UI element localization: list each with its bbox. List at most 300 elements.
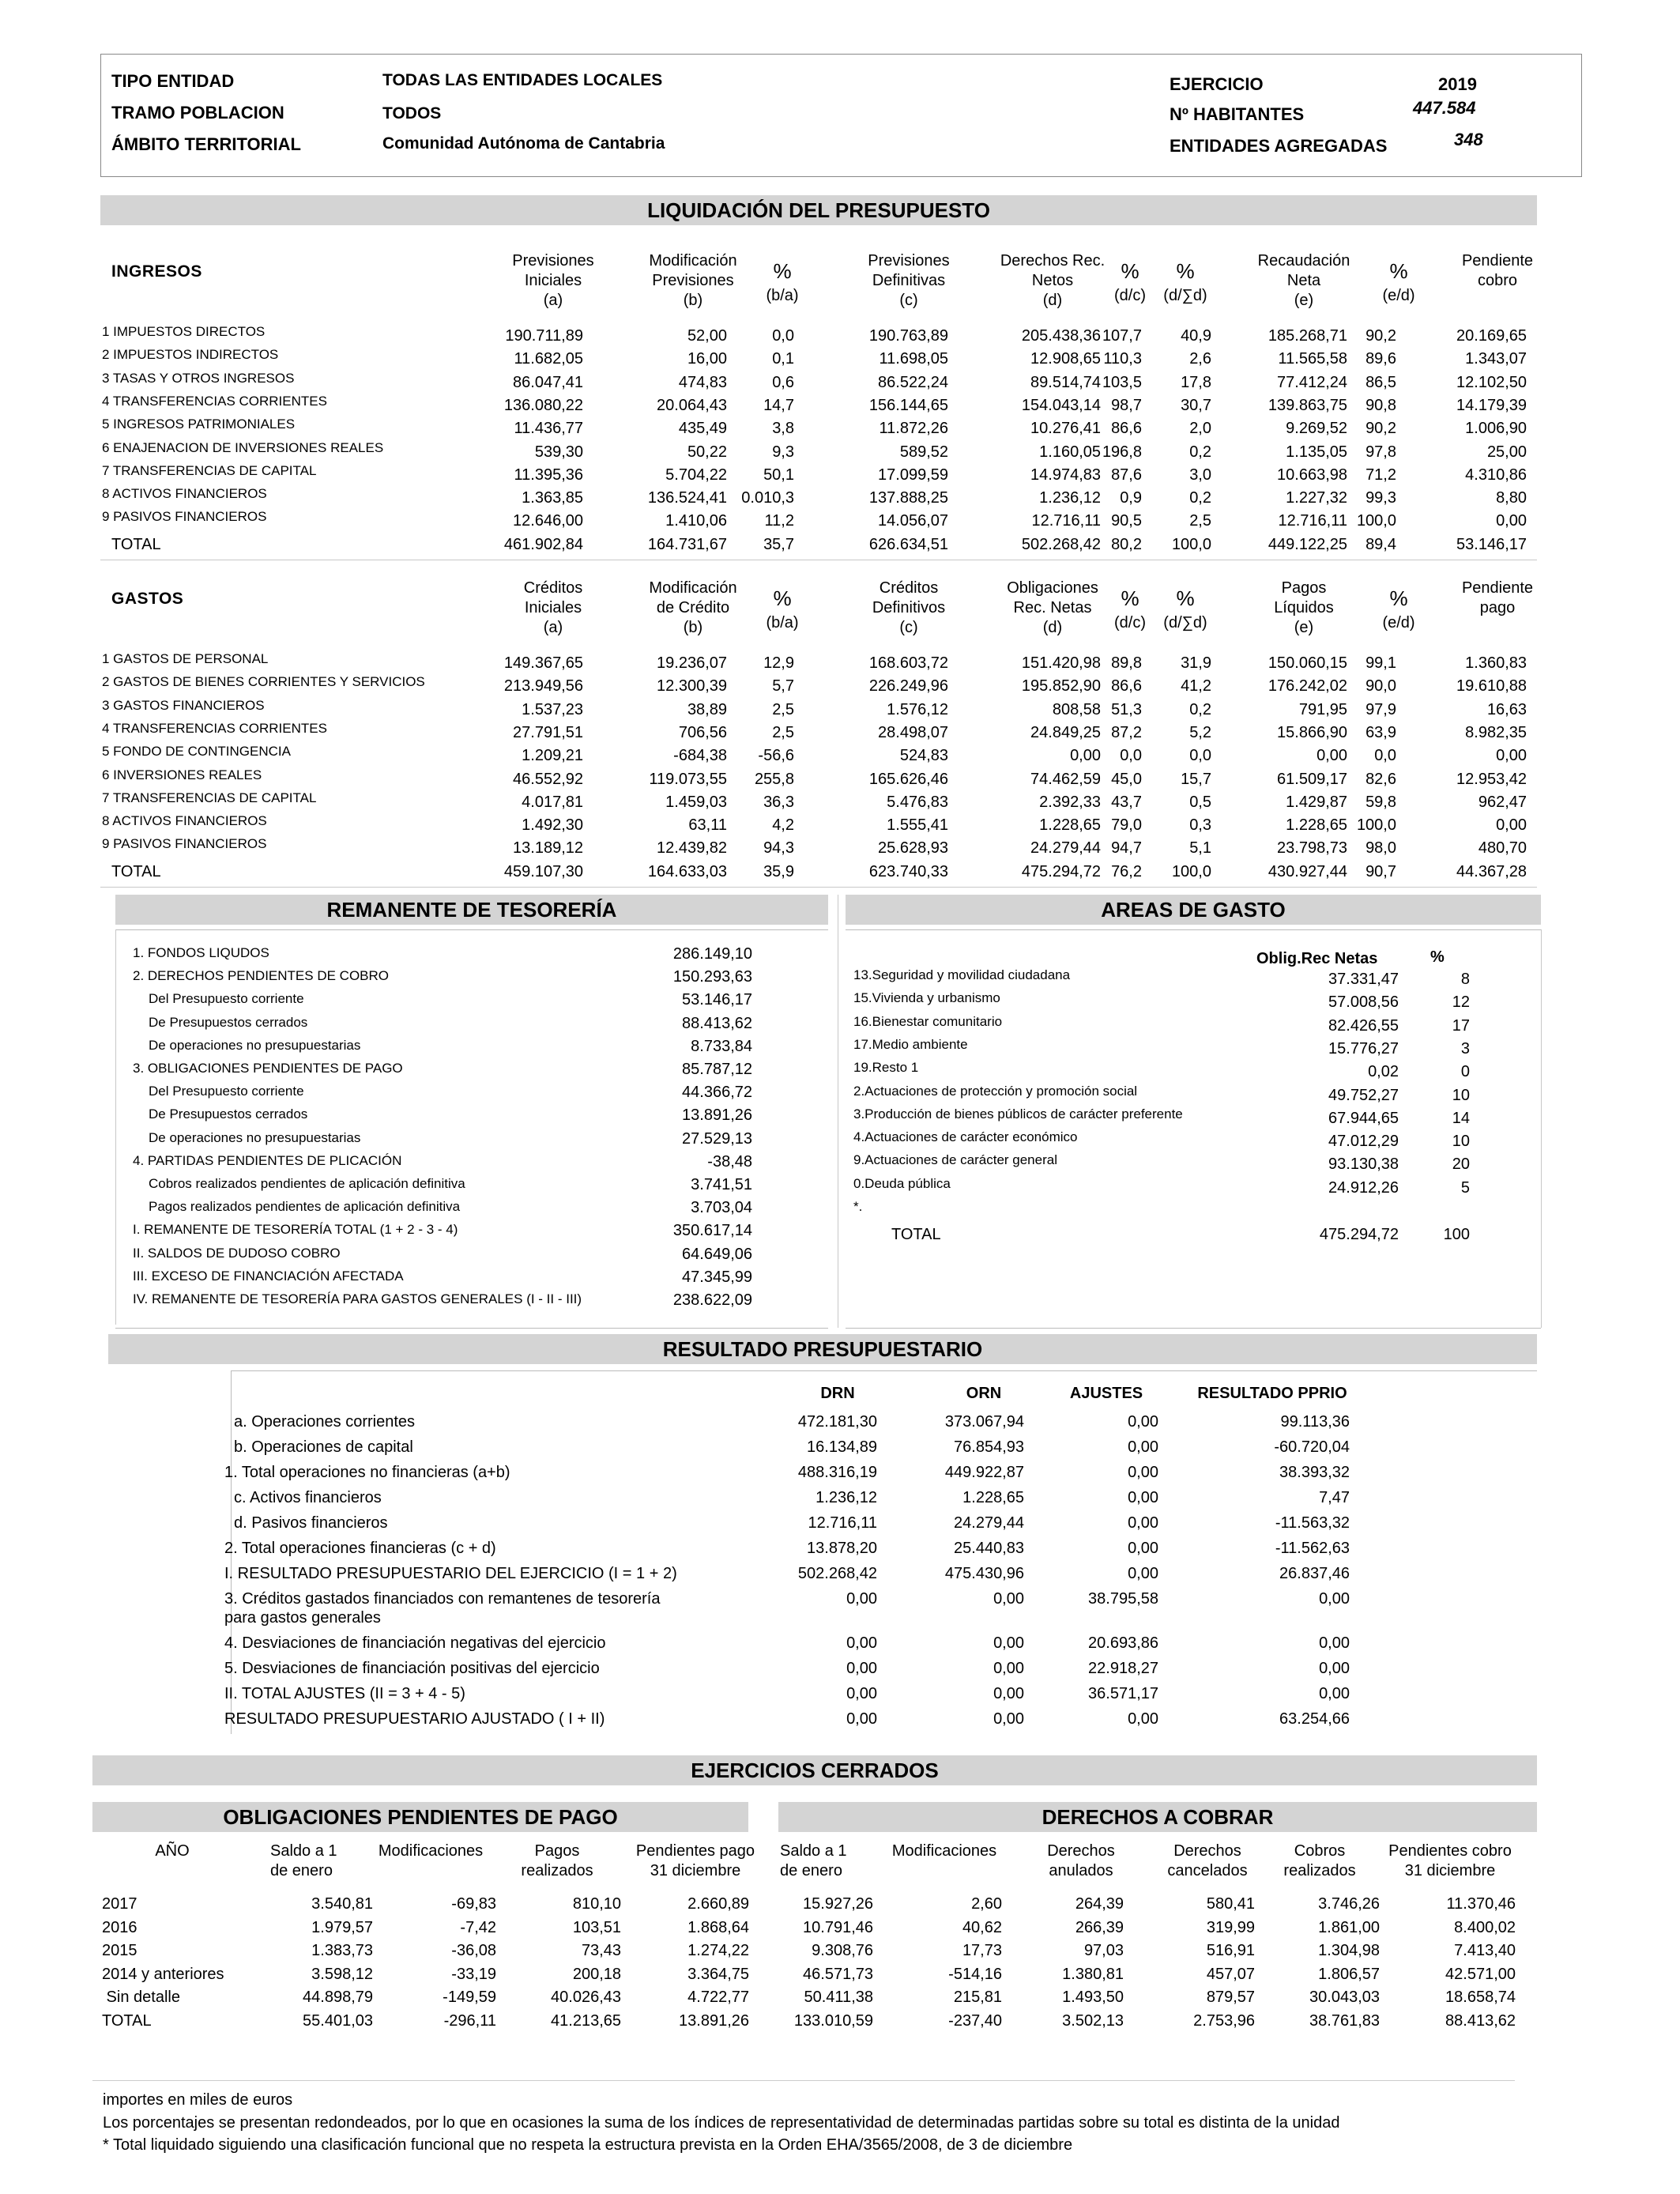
gastos-cell: 79,0 [1111, 816, 1142, 835]
gastos-row-label: 3 GASTOS FINANCIEROS [102, 697, 265, 713]
ingresos-cell: 99,3 [1365, 489, 1396, 507]
gastos-cell: 27.791,51 [513, 723, 583, 741]
ingresos-cell: 9,3 [772, 443, 794, 461]
remanente-row-value: 85.787,12 [682, 1061, 752, 1078]
gastos-cell: 12.439,82 [657, 839, 727, 858]
ingresos-cell: 50,1 [763, 466, 794, 484]
gastos-cell: 19.610,88 [1456, 677, 1527, 696]
cerrados-cell: 11.370,46 [1446, 1895, 1516, 1913]
gastos-total-cell: 430.927,44 [1268, 862, 1347, 880]
remanente-bottom-border [115, 1328, 828, 1329]
resultado-cell: 0,00 [846, 1590, 877, 1608]
ingresos-cell: 136.524,41 [647, 489, 727, 507]
cerrados-cell: 7.413,40 [1454, 1942, 1516, 1959]
resultado-cell: 0,00 [993, 1685, 1024, 1702]
ingresos-row-label: 2 IMPUESTOS INDIRECTOS [102, 347, 279, 363]
footer-note-classification: * Total liquidado siguiendo una clasificación funcional que no respeta la estructura prevista en la Orden EHA/3565/2008, de 3 de diciembre [103, 2136, 1073, 2154]
ingresos-cell: 11,2 [764, 512, 794, 530]
ingresos-label: INGRESOS [111, 262, 202, 281]
ingresos-cell: 0,2 [1189, 443, 1211, 461]
resultado-row-label: 4. Desviaciones de financiación negativas del ejercicio [224, 1634, 606, 1652]
cerrados-cell: 40,62 [962, 1918, 1002, 1936]
resultado-cell: 0,00 [1128, 1565, 1158, 1582]
gastos-cell: 99,1 [1365, 654, 1396, 672]
remanente-row-value: 150.293,63 [672, 968, 752, 986]
ingresos-cell: 89.514,74 [1030, 373, 1101, 391]
resultado-row-label: b. Operaciones de capital [234, 1438, 413, 1456]
ingresos-cell: 539,30 [534, 443, 583, 461]
resultado-col-header: RESULTADO PPRIO [1197, 1385, 1347, 1402]
resultado-cell: 0,00 [1128, 1540, 1158, 1557]
resultado-cell: 475.430,96 [944, 1565, 1024, 1582]
gastos-total-divider [100, 887, 1537, 888]
remanente-row-label: Del Presupuesto corriente [149, 1084, 304, 1099]
resultado-cell: 1.228,65 [962, 1489, 1024, 1506]
tipo-entidad-label: TIPO ENTIDAD [111, 71, 235, 91]
ingresos-cell: 11.395,36 [514, 466, 583, 484]
cerrados-cell: 38.761,83 [1309, 2011, 1380, 2030]
remanente-row-label: 1. FONDOS LIQUDOS [133, 945, 269, 960]
cerrados-row-year: 2017 [102, 1895, 137, 1913]
ingresos-cell: 1.236,12 [1039, 489, 1101, 507]
gastos-cell: 0,00 [1496, 747, 1527, 765]
gastos-total-cell: 459.107,30 [503, 862, 583, 880]
ingresos-cell: 2,0 [1189, 420, 1211, 438]
gastos-cell: 524,83 [899, 747, 948, 765]
ingresos-cell: 154.043,14 [1021, 396, 1101, 414]
ingresos-row-label: 8 ACTIVOS FINANCIEROS [102, 486, 267, 502]
gastos-cell: 0,2 [1189, 700, 1211, 718]
gastos-cell: 226.249,96 [868, 677, 948, 696]
ingresos-cell: 90,2 [1365, 327, 1396, 345]
gastos-cell: 150.060,15 [1268, 654, 1347, 672]
ingresos-cell: 16,00 [687, 350, 727, 368]
ingresos-cell: 10.276,41 [1030, 420, 1101, 438]
area-star: *. [853, 1199, 863, 1214]
ingresos-cell: 97,8 [1365, 443, 1396, 461]
cerrados-cell: 17,73 [962, 1942, 1002, 1959]
remanente-divider [115, 929, 828, 930]
resultado-title: RESULTADO PRESUPUESTARIO [108, 1334, 1537, 1364]
ingresos-total-cell: 626.634,51 [868, 535, 948, 553]
gastos-cell: 0,00 [1496, 816, 1527, 835]
ejercicio-value: 2019 [1438, 74, 1477, 94]
liquidacion-title: LIQUIDACIÓN DEL PRESUPUESTO [100, 195, 1537, 225]
ingresos-total-cell: 35,7 [763, 535, 794, 553]
resultado-cell: -11.562,63 [1275, 1540, 1350, 1557]
gastos-total-cell: 90,7 [1365, 862, 1396, 880]
gastos-cell: 5,2 [1189, 723, 1211, 741]
ingresos-cell: 89,6 [1365, 350, 1396, 368]
gastos-cell: 5.476,83 [887, 793, 948, 811]
gastos-cell: 1.209,21 [522, 747, 583, 765]
ingresos-total-cell: 449.122,25 [1268, 535, 1347, 553]
ingresos-cell: 14.056,07 [878, 512, 948, 530]
remanente-row-value: 53.146,17 [682, 991, 752, 1009]
ingresos-cell: 90,2 [1365, 420, 1396, 438]
gastos-cell: 15.866,90 [1277, 723, 1347, 741]
cerrados-cell: -149,59 [443, 1989, 496, 2006]
gastos-row-label: 9 PASIVOS FINANCIEROS [102, 836, 267, 852]
cerrados-cell: 1.274,22 [687, 1942, 749, 1959]
habitantes-value: 447.584 [1413, 98, 1476, 118]
resultado-cell: 36.571,17 [1088, 1685, 1158, 1702]
gastos-cell: 5,1 [1189, 839, 1211, 858]
remanente-row-value: 8.733,84 [691, 1037, 752, 1055]
gastos-cell: 0,5 [1189, 793, 1211, 811]
cerrados-cell: 266,39 [1075, 1918, 1124, 1936]
gastos-cell: 59,8 [1365, 793, 1396, 811]
gastos-cell: 63,11 [688, 816, 727, 835]
ingresos-total-label: TOTAL [111, 535, 161, 553]
cerrados-cell: 1.493,50 [1062, 1989, 1124, 2006]
ingresos-cell: 2,5 [1189, 512, 1211, 530]
remanente-row-label: Pagos realizados pendientes de aplicación definitiva [149, 1199, 461, 1215]
gastos-cell: 213.949,56 [503, 677, 583, 696]
resultado-col-header: DRN [820, 1385, 855, 1402]
cerrados-cell: 1.304,98 [1318, 1942, 1380, 1959]
gastos-cell: 5,7 [772, 677, 794, 696]
area-row-pct: 20 [1452, 1155, 1470, 1174]
gastos-cell: 1.429,87 [1286, 793, 1347, 811]
cerrados-cell: -36,08 [451, 1942, 496, 1959]
remanente-row-value: 238.622,09 [672, 1291, 752, 1309]
ingresos-cell: 14.179,39 [1456, 396, 1527, 414]
ingresos-cell: 12.716,11 [1031, 512, 1101, 530]
gastos-cell: 23.798,73 [1277, 839, 1347, 858]
ingresos-cell: 0,2 [1189, 489, 1211, 507]
resultado-cell: -11.563,32 [1275, 1514, 1350, 1532]
gastos-cell: 46.552,92 [513, 770, 583, 788]
cerrados-cell: 3.540,81 [311, 1895, 373, 1913]
resultado-row-label: d. Pasivos financieros [234, 1514, 388, 1532]
resultado-cell: 0,00 [846, 1660, 877, 1677]
area-row-value: 47.012,29 [1328, 1133, 1399, 1151]
gastos-total-label: TOTAL [111, 862, 161, 880]
ingresos-row-label: 9 PASIVOS FINANCIEROS [102, 509, 267, 525]
ingresos-cell: 86.047,41 [513, 373, 583, 391]
remanente-row-label: De operaciones no presupuestarias [149, 1037, 361, 1053]
area-total-label: TOTAL [891, 1226, 941, 1243]
ingresos-row-label: 3 TASAS Y OTROS INGRESOS [102, 370, 295, 386]
resultado-cell: 22.918,27 [1088, 1660, 1158, 1677]
ingresos-cell: 1.006,90 [1465, 420, 1527, 438]
resultado-cell: 20.693,86 [1088, 1634, 1158, 1652]
ingresos-cell: 0,1 [772, 350, 794, 368]
habitantes-label: Nº HABITANTES [1170, 104, 1305, 124]
gastos-cell: 0,00 [1317, 747, 1347, 765]
gastos-cell: 480,70 [1478, 839, 1527, 858]
remanente-row-label: III. EXCESO DE FINANCIACIÓN AFECTADA [133, 1268, 404, 1284]
cerrados-cell: 103,51 [572, 1918, 621, 1936]
gastos-total-cell: 44.367,28 [1456, 862, 1527, 880]
cerrados-cell: 8.400,02 [1454, 1918, 1516, 1936]
remanente-row-value: 3.741,51 [691, 1176, 752, 1193]
resultado-cell: 502.268,42 [797, 1565, 877, 1582]
gastos-cell: 94,3 [763, 839, 794, 858]
cerrados-cell: -514,16 [948, 1965, 1002, 1983]
cerrados-col-header: Derechos cancelados [1167, 1842, 1248, 1879]
footer-divider [92, 2080, 1515, 2081]
gastos-cell: 38,89 [687, 700, 727, 718]
ingresos-cell: 100,0 [1356, 512, 1396, 530]
gastos-cell: 2.392,33 [1039, 793, 1101, 811]
cerrados-cell: 97,03 [1083, 1942, 1124, 1959]
remanente-row-label: 4. PARTIDAS PENDIENTES DE PLICACIÓN [133, 1152, 402, 1168]
resultado-cell: 0,00 [1128, 1413, 1158, 1431]
cerrados-cell: 18.658,74 [1445, 1989, 1516, 2006]
area-row-label: 4.Actuaciones de carácter económico [853, 1129, 1078, 1145]
gastos-cell: 2,5 [772, 700, 794, 718]
cerrados-cell: 133.010,59 [793, 2011, 873, 2030]
resultado-cell: 0,00 [846, 1710, 877, 1728]
ingresos-cell: 77.412,24 [1277, 373, 1347, 391]
ingresos-cell: 1.363,85 [522, 489, 583, 507]
obligaciones-title: OBLIGACIONES PENDIENTES DE PAGO [92, 1802, 748, 1832]
cerrados-col-header: Pendientes pago 31 diciembre [635, 1842, 755, 1879]
ingresos-col-header: Modificación Previsiones (b) [649, 252, 737, 309]
ingresos-col-header: % (e/d) [1382, 259, 1415, 304]
gastos-row-label: 5 FONDO DE CONTINGENCIA [102, 744, 291, 760]
gastos-cell: 0,0 [1374, 747, 1396, 765]
cerrados-cell: 40.026,43 [551, 1989, 621, 2006]
area-row-value: 0,02 [1368, 1063, 1399, 1081]
resultado-row-label: 2. Total operaciones financieras (c + d) [224, 1540, 496, 1557]
cerrados-col-header: Pendientes cobro 31 diciembre [1388, 1842, 1512, 1879]
remanente-row-label: De operaciones no presupuestarias [149, 1129, 361, 1145]
area-row-pct: 17 [1452, 1016, 1470, 1035]
remanente-row-value: 47.345,99 [682, 1268, 752, 1286]
cerrados-cell: 1.383,73 [311, 1942, 373, 1959]
cerrados-cell: 1.979,57 [311, 1918, 373, 1936]
ingresos-total-cell: 89,4 [1365, 535, 1396, 553]
gastos-cell: 31,9 [1181, 654, 1211, 672]
area-row-label: 9.Actuaciones de carácter general [853, 1152, 1057, 1168]
remanente-row-label: II. SALDOS DE DUDOSO COBRO [133, 1245, 341, 1261]
cerrados-cell: 41.213,65 [551, 2011, 621, 2030]
cerrados-col-header: Modificaciones [378, 1842, 484, 1860]
area-row-label: 16.Bienestar comunitario [853, 1013, 1003, 1029]
gastos-col-header: Obligaciones Rec. Netas (d) [1007, 579, 1098, 636]
resultado-cell: 0,00 [1128, 1438, 1158, 1456]
gastos-cell: 61.509,17 [1277, 770, 1347, 788]
gastos-row-label: 7 TRANSFERENCIAS DE CAPITAL [102, 790, 317, 805]
resultado-row-label: RESULTADO PRESUPUESTARIO AJUSTADO ( I + II) [224, 1710, 605, 1728]
cerrados-cell: 879,57 [1206, 1989, 1255, 2006]
resultado-cell: 38.795,58 [1088, 1590, 1158, 1608]
area-row-label: 0.Deuda pública [853, 1175, 951, 1191]
cerrados-col-header: Cobros realizados [1283, 1842, 1356, 1879]
cerrados-cell: 3.746,26 [1318, 1895, 1380, 1913]
gastos-cell: 1.459,03 [665, 793, 727, 811]
ejercicio-label: EJERCICIO [1170, 74, 1264, 94]
resultado-cell: 449.922,87 [944, 1464, 1024, 1481]
ingresos-cell: 90,8 [1365, 396, 1396, 414]
cerrados-cell: 200,18 [572, 1965, 621, 1983]
gastos-cell: 0,0 [1120, 747, 1142, 765]
cerrados-cell: 30.043,03 [1309, 1989, 1380, 2006]
remanente-row-value: 64.649,06 [682, 1245, 752, 1263]
gastos-row-label: 4 TRANSFERENCIAS CORRIENTES [102, 720, 327, 736]
ingresos-total-cell: 461.902,84 [503, 535, 583, 553]
area-row-pct: 12 [1452, 993, 1470, 1012]
area-row-value: 37.331,47 [1328, 971, 1399, 988]
cerrados-cell: 9.308,76 [812, 1942, 873, 1959]
ingresos-cell: 103,5 [1102, 373, 1142, 391]
cerrados-cell: 319,99 [1206, 1918, 1255, 1936]
cerrados-cell: -7,42 [460, 1918, 496, 1936]
cerrados-col-header: Modificaciones [891, 1842, 997, 1860]
resultado-row-label: c. Activos financieros [234, 1489, 382, 1506]
gastos-col-header: Pagos Líquidos (e) [1274, 579, 1334, 636]
ingresos-cell: 1.135,05 [1286, 443, 1347, 461]
cerrados-col-header: AÑO [155, 1842, 190, 1860]
ingresos-col-header: Derechos Rec. Netos (d) [1000, 252, 1106, 309]
resultado-cell: 0,00 [1319, 1660, 1350, 1677]
resultado-cell: 0,00 [1128, 1489, 1158, 1506]
resultado-cell: 472.181,30 [797, 1413, 877, 1431]
ingresos-cell: 4.310,86 [1465, 466, 1527, 484]
ingresos-cell: 205.438,36 [1021, 327, 1101, 345]
gastos-cell: 0,3 [1189, 816, 1211, 835]
ingresos-cell: 0,6 [772, 373, 794, 391]
gastos-cell: 12.300,39 [657, 677, 727, 696]
resultado-cell: -60.720,04 [1274, 1438, 1350, 1456]
cerrados-cell: 1.806,57 [1318, 1965, 1380, 1983]
gastos-cell: 13.189,12 [513, 839, 583, 858]
ingresos-cell: 90,5 [1111, 512, 1142, 530]
cerrados-cell: 50.411,38 [804, 1989, 873, 2006]
resultado-cell: 16.134,89 [807, 1438, 877, 1456]
cerrados-cell: -296,11 [443, 2011, 496, 2030]
resultado-row-label: 5. Desviaciones de financiación positivas del ejercicio [224, 1660, 600, 1677]
gastos-col-header: Pendiente pago [1461, 579, 1534, 616]
ingresos-total-cell: 164.731,67 [647, 535, 727, 553]
gastos-cell: 87,2 [1111, 723, 1142, 741]
ingresos-cell: 40,9 [1181, 327, 1211, 345]
area-row-pct: 10 [1452, 1086, 1470, 1104]
remanente-row-label: De Presupuestos cerrados [149, 1106, 308, 1122]
cerrados-cell: 580,41 [1206, 1895, 1255, 1913]
resultado-cell: 488.316,19 [797, 1464, 877, 1481]
ingresos-cell: 86,5 [1365, 373, 1396, 391]
tipo-entidad-value: TODAS LAS ENTIDADES LOCALES [382, 71, 663, 89]
gastos-cell: 1.228,65 [1039, 816, 1101, 835]
gastos-cell: 962,47 [1478, 793, 1527, 811]
resultado-col-header: ORN [966, 1385, 1002, 1402]
cerrados-cell: 3.598,12 [311, 1965, 373, 1983]
ingresos-cell: 2,6 [1189, 350, 1211, 368]
gastos-cell: 16,63 [1486, 700, 1527, 718]
gastos-cell: 1.492,30 [522, 816, 583, 835]
area-row-pct: 14 [1452, 1109, 1470, 1127]
cerrados-cell: 88.413,62 [1445, 2011, 1516, 2030]
area-row-value: 82.426,55 [1328, 1016, 1399, 1035]
resultado-row-label: 1. Total operaciones no financieras (a+b) [224, 1464, 510, 1481]
ingresos-col-header: % (d/c) [1114, 259, 1146, 304]
ingresos-cell: 435,49 [678, 420, 727, 438]
ingresos-total-cell: 53.146,17 [1456, 535, 1527, 553]
gastos-col-header: Créditos Iniciales (a) [523, 579, 583, 636]
gastos-total-cell: 35,9 [763, 862, 794, 880]
gastos-cell: 90,0 [1365, 677, 1396, 696]
ingresos-cell: 3,0 [1189, 466, 1211, 484]
resultado-cell: 0,00 [993, 1710, 1024, 1728]
ingresos-total-cell: 80,2 [1111, 535, 1142, 553]
gastos-cell: 119.073,55 [649, 770, 727, 788]
ingresos-cell: 52,00 [687, 327, 727, 345]
gastos-cell: 41,2 [1181, 677, 1211, 696]
ingresos-cell: 9.269,52 [1286, 420, 1347, 438]
ingresos-cell: 5.704,22 [665, 466, 727, 484]
remanente-left-border [115, 929, 116, 1325]
cerrados-cell: 10.791,46 [803, 1918, 873, 1936]
area-row-label: 2.Actuaciones de protección y promoción social [853, 1083, 1138, 1099]
ingresos-cell: 98,7 [1111, 396, 1142, 414]
ingresos-total-cell: 100,0 [1171, 535, 1211, 553]
ingresos-row-label: 5 INGRESOS PATRIMONIALES [102, 417, 296, 432]
ingresos-cell: 589,52 [899, 443, 948, 461]
ingresos-cell: 110,3 [1103, 350, 1142, 368]
ingresos-cell: 30,7 [1181, 396, 1211, 414]
gastos-cell: 4.017,81 [522, 793, 583, 811]
areas-bottom-border [846, 1328, 1541, 1329]
cerrados-cell: -33,19 [451, 1965, 496, 1983]
ingresos-cell: 1.343,07 [1465, 350, 1527, 368]
ingresos-cell: 156.144,65 [868, 396, 948, 414]
cerrados-cell: 215,81 [953, 1989, 1002, 2006]
gastos-total-cell: 475.294,72 [1021, 862, 1101, 880]
ingresos-cell: 8,80 [1496, 489, 1527, 507]
resultado-cell: 0,00 [1319, 1634, 1350, 1652]
cerrados-cell: 73,43 [581, 1942, 621, 1959]
ambito-territorial-label: ÁMBITO TERRITORIAL [111, 134, 301, 154]
gastos-cell: 791,95 [1298, 700, 1347, 718]
ingresos-cell: 139.863,75 [1268, 396, 1347, 414]
ingresos-col-header: Recaudación Neta (e) [1257, 252, 1350, 309]
gastos-cell: 4,2 [772, 816, 794, 835]
cerrados-cell: -237,40 [948, 2011, 1002, 2030]
gastos-col-header: % (d/c) [1114, 586, 1146, 631]
gastos-total-cell: 623.740,33 [868, 862, 948, 880]
cerrados-col-header: Saldo a 1 de enero [270, 1842, 337, 1879]
gastos-row-label: 1 GASTOS DE PERSONAL [102, 651, 269, 666]
gastos-cell: -684,38 [673, 747, 727, 765]
areas-col-pct: % [1430, 948, 1445, 966]
footer-note-units: importes en miles de euros [103, 2091, 293, 2109]
resultado-cell: 0,00 [1319, 1685, 1350, 1702]
gastos-cell: 1.360,83 [1465, 654, 1527, 672]
cerrados-cell: 264,39 [1075, 1895, 1124, 1913]
ingresos-cell: 11.565,58 [1278, 350, 1347, 368]
cerrados-cell: 1.868,64 [687, 1918, 749, 1936]
area-row-pct: 0 [1460, 1063, 1470, 1081]
gastos-col-header: % (b/a) [766, 586, 799, 631]
ingresos-cell: 185.268,71 [1268, 327, 1347, 345]
ingresos-cell: 0,00 [1496, 512, 1527, 530]
ambito-territorial-value: Comunidad Autónoma de Cantabria [382, 134, 665, 153]
area-row-value: 24.912,26 [1328, 1178, 1399, 1197]
remanente-row-value: 13.891,26 [682, 1106, 752, 1125]
cerrados-row-year: 2015 [102, 1942, 137, 1959]
area-row-label: 19.Resto 1 [853, 1060, 919, 1076]
remanente-title: REMANENTE DE TESORERÍA [115, 895, 828, 925]
ingresos-row-label: 4 TRANSFERENCIAS CORRIENTES [102, 393, 327, 409]
gastos-cell: 149.367,65 [503, 654, 583, 672]
remanente-row-value: 3.703,04 [691, 1199, 752, 1217]
resultado-cell: 25.440,83 [954, 1540, 1024, 1557]
entidades-value: 348 [1454, 130, 1483, 149]
